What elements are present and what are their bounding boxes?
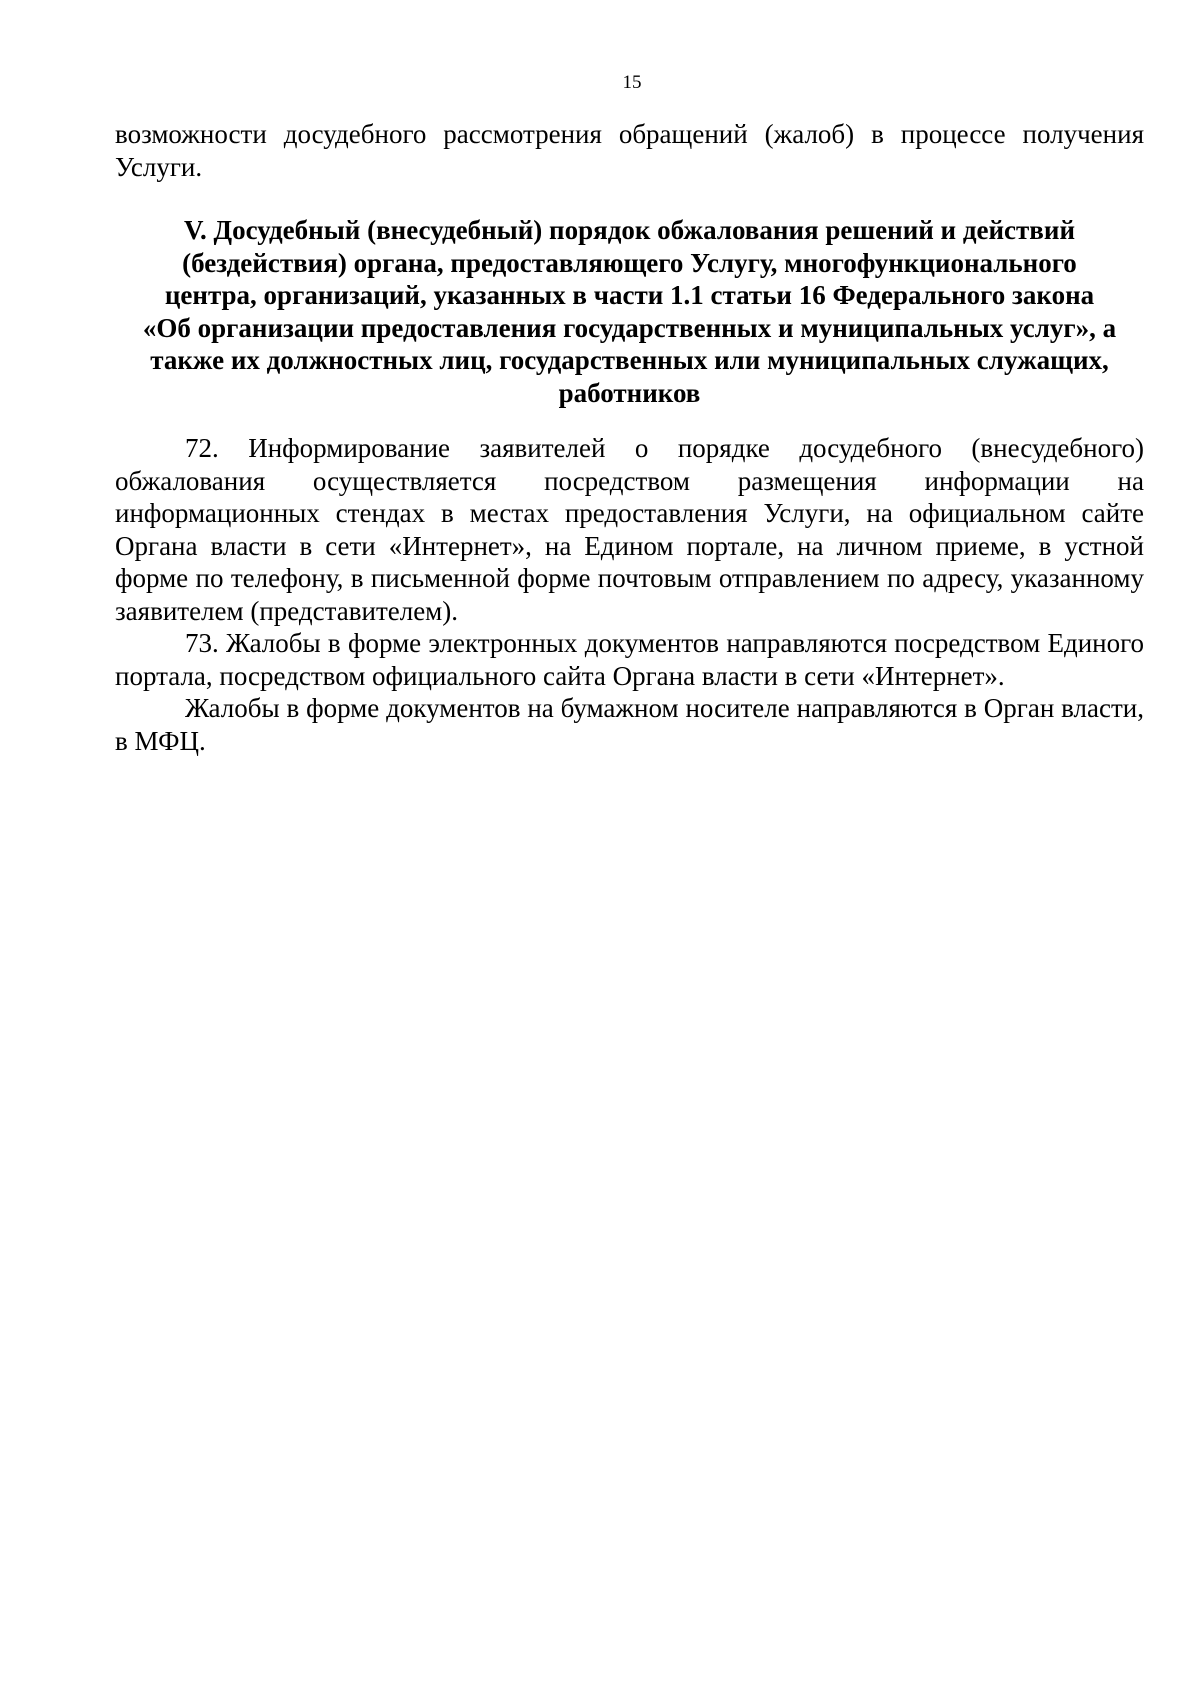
section-heading-line: (бездействия) органа, предоставляющего Услугу, многофункционального bbox=[182, 247, 1077, 278]
page-number: 15 bbox=[622, 72, 642, 93]
intro-paragraph: возможности досудебного рассмотрения обращений (жалоб) в процессе получения Услуги. bbox=[115, 119, 1144, 182]
paragraph-72: 72. Информирование заявителей о порядке досудебного (внесудебного) обжалования осуществляется посредством размещения информации на информационных стендах в местах предоставления Услуги, на официальном сайте Органа власти в сети «Интернет», на Едином портале, на личном приеме, в устной форме по телефону, в письменной форме почтовым отправлением по адресу, указанному заявителем (представителем). bbox=[115, 433, 1144, 626]
paragraph-73: 73. Жалобы в форме электронных документов направляются посредством Единого портала, посредством официального сайта Органа власти в сети «Интернет». bbox=[115, 628, 1144, 691]
section-heading-line: V. Досудебный (внесудебный) порядок обжалования решений и действий bbox=[183, 215, 1075, 245]
section-heading bbox=[115, 214, 1144, 409]
document-body bbox=[115, 118, 1144, 757]
paragraph-paper-complaints: Жалобы в форме документов на бумажном носителе направляются в Орган власти, в МФЦ. bbox=[115, 693, 1144, 756]
section-heading-line: «Об организации предоставления государственных и муниципальных услуг», а bbox=[142, 312, 1117, 343]
section-heading-line: центра, организаций, указанных в части 1.1 статьи 16 Федерального закона bbox=[164, 280, 1095, 310]
section-heading-line: также их должностных лиц, государственных или муниципальных служащих, bbox=[150, 345, 1109, 375]
section-heading-line: работников bbox=[558, 377, 701, 408]
